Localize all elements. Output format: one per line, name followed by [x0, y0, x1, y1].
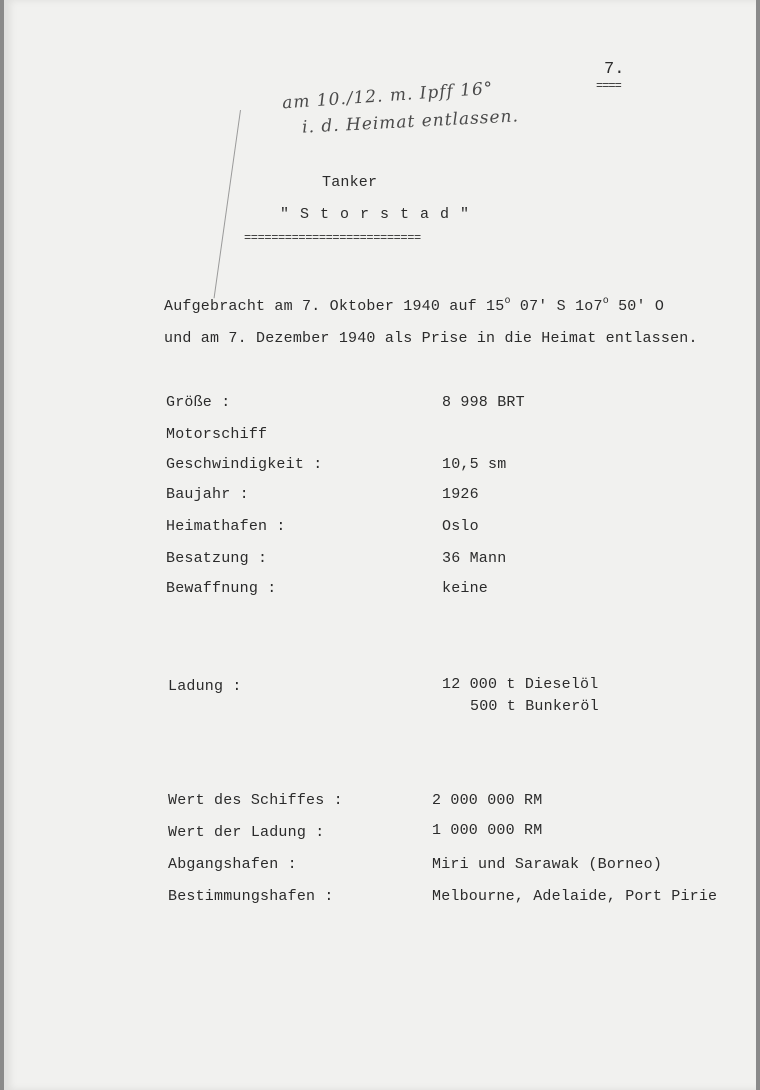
ship-name: " S t o r s t a d " [280, 206, 471, 223]
detail-label: Heimathafen : [166, 518, 286, 535]
title-underline: ========================== [244, 231, 421, 245]
detail-label: Motorschiff [166, 426, 268, 443]
intro-line1-mid: 07' S 1o7 [510, 298, 603, 315]
detail-label: Bewaffnung : [166, 580, 277, 597]
detail-value: 8 998 BRT [442, 394, 525, 411]
cargo-line2: 500 t Bunkeröl [470, 698, 599, 715]
ship-type: Tanker [322, 174, 378, 191]
document-page [4, 0, 756, 1090]
intro-line2: und am 7. Dezember 1940 als Prise in die Heimat entlassen. [164, 330, 698, 347]
value-value: 2 000 000 RM [432, 792, 543, 809]
value-label: Wert der Ladung : [168, 824, 325, 841]
degree-mark: o [504, 296, 511, 307]
detail-value: 10,5 sm [442, 456, 507, 473]
page-number: 7. [604, 60, 625, 79]
cargo-line1: 12 000 t Dieselöl [442, 676, 599, 693]
intro-line1-suffix: 50' O [608, 298, 665, 315]
intro-line1 [164, 298, 664, 315]
value-value: 1 000 000 RM [432, 822, 543, 839]
pencil-mark [214, 110, 241, 298]
value-label: Bestimmungshafen : [168, 888, 334, 905]
detail-label: Geschwindigkeit : [166, 456, 323, 473]
value-label: Abgangshafen : [168, 856, 297, 873]
page-number-underline: ==== [596, 79, 621, 93]
detail-value: 36 Mann [442, 550, 507, 567]
detail-value: Oslo [442, 518, 479, 535]
value-value: Melbourne, Adelaide, Port Pirie [432, 888, 718, 905]
detail-value: keine [442, 580, 489, 597]
detail-label: Besatzung : [166, 550, 268, 567]
detail-label: Größe : [166, 394, 231, 411]
cargo-label: Ladung : [168, 678, 242, 695]
detail-label: Baujahr : [166, 486, 249, 503]
degree-mark: o [602, 296, 609, 307]
value-label: Wert des Schiffes : [168, 792, 343, 809]
detail-value: 1926 [442, 486, 479, 503]
handwritten-note-line2: i. d. Heimat entlassen. [301, 106, 520, 138]
intro-line1-prefix: Aufgebracht am 7. Oktober 1940 auf 15 [164, 298, 505, 315]
value-value: Miri und Sarawak (Borneo) [432, 856, 663, 873]
handwritten-note-line1: am 10./12. m. Ipff 16° [281, 78, 494, 114]
